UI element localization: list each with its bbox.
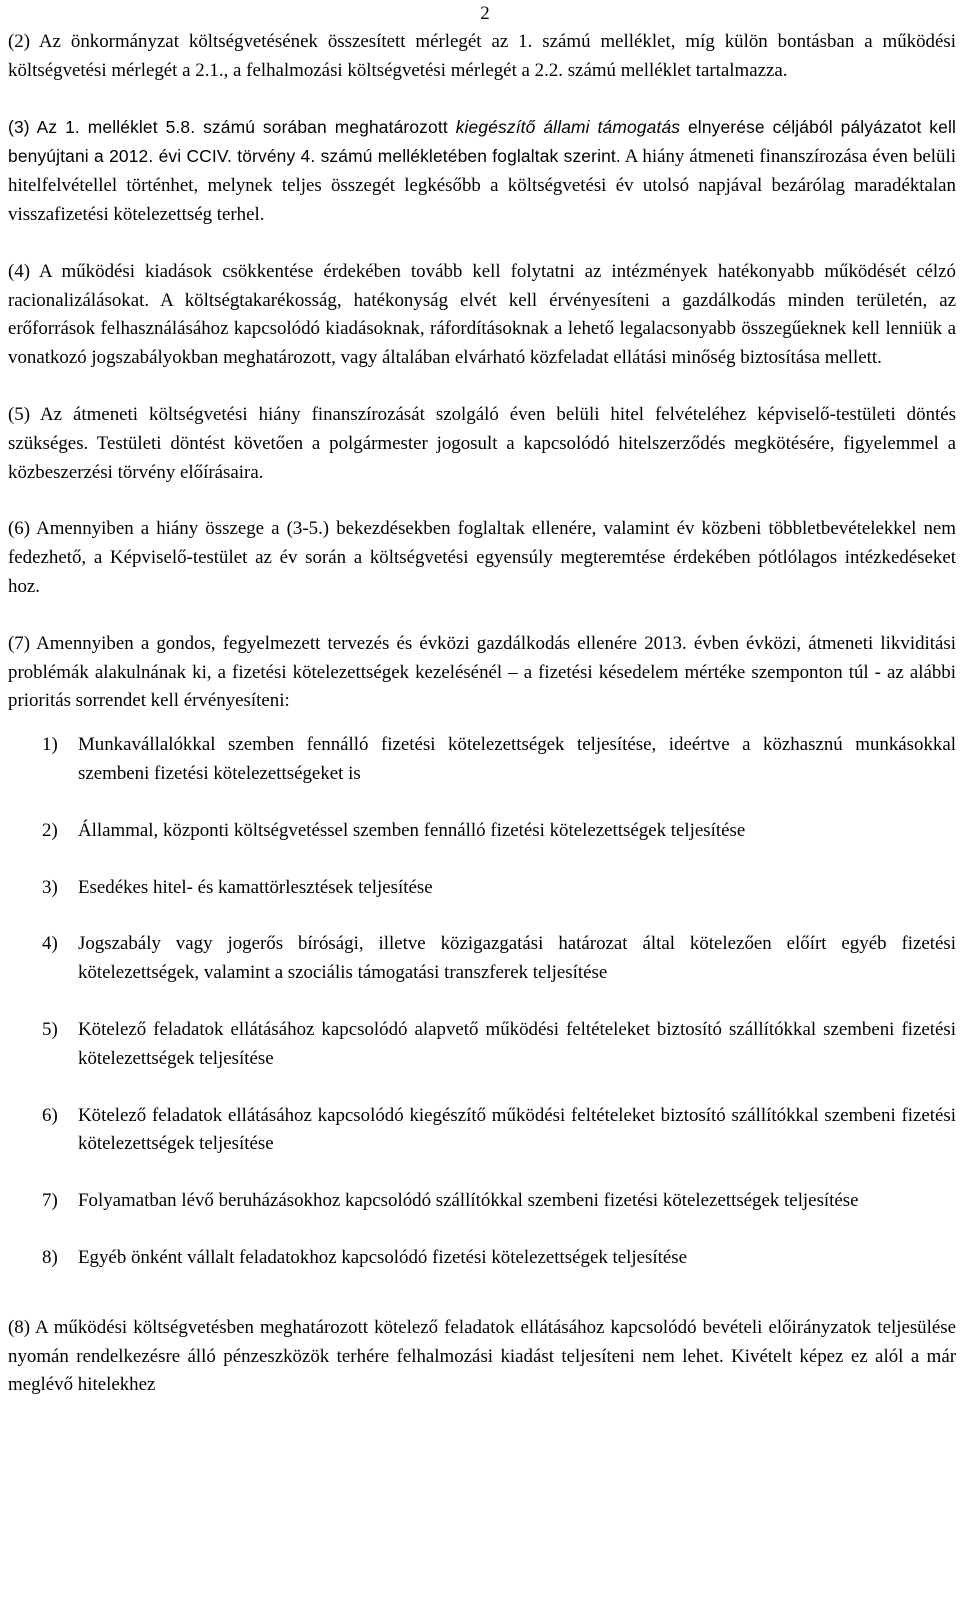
page-number: 2: [480, 3, 490, 24]
list-item: [8, 1016, 956, 1074]
list-item-number: 5): [42, 1018, 58, 1040]
priority-list: [8, 731, 956, 1273]
paragraph-6: (6) Amennyiben a hiány összege a (3-5.) bekezdésekben foglaltak ellenére, valamint év közbeni többletbevételekkel nem fedezhető, a Képviselő-testület az év során a költségvetési egyensúly megteremtése érdekében pótlólagos intézkedéseket hoz.: [8, 518, 956, 597]
list-item-text: Jogszabály vagy jogerős bírósági, illetve közigazgatási határozat által kötelezően előírt egyéb fizetési kötelezettségek, valamint a szociális támogatási transzferek teljesítése: [78, 933, 956, 984]
list-item-number: 8): [42, 1246, 58, 1268]
paragraph-8: (8) A működési költségvetésben meghatározott kötelező feladatok ellátásához kapcsolódó bevételi előirányzatok teljesülése nyomán rendelkezésre álló pénzeszközök terhére felhalmozási kiadást teljesíteni nem lehet. Kivételt képez ez alól a már meglévő hitelekhez: [8, 1316, 956, 1396]
list-item-number: 3): [42, 876, 58, 898]
list-item-text: Egyéb önként vállalt feladatokhoz kapcsolódó fizetési kötelezettségek teljesítése: [78, 1246, 687, 1268]
list-item-number: 6): [42, 1104, 58, 1126]
paragraph-3: [8, 113, 956, 230]
list-item: [8, 1244, 956, 1273]
paragraph-2: (2) Az önkormányzat költségvetésének összesített mérlegét az 1. számú melléklet, míg külön bontásban a működési költségvetési mérlegét a 2.1., a felhalmozási költségvetési mérlegét a 2.2. számú melléklet tartalmazza.: [8, 31, 956, 81]
list-item: [8, 874, 956, 903]
paragraph-4: (4) A működési kiadások csökkentése érdekében tovább kell folytatni az intézmények hatékonyabb működését célzó racionalizálásokat. A költségtakarékosság, hatékonyság elvét kell érvényesíteni a gazdálkodás minden területén, az erőforrások felhasználásához kapcsolódó kiadásoknak, ráfordításoknak a lehető legalacsonyabb összegűeknek kell lenniük a vonatkozó jogszabályokban meghatározott, vagy általában elvárható közfeladat ellátási minőség biztosítása mellett.: [8, 260, 956, 369]
paragraph-3-lead: (3) Az 1. melléklet 5.8. számú sorában meghatározott: [8, 116, 456, 137]
list-item-text: Munkavállalókkal szemben fennálló fizetési kötelezettségek teljesítése, ideértve a közhasznú munkásokkal szembeni fizetési kötelezettségeket is: [78, 734, 956, 784]
list-item-text: Kötelező feladatok ellátásához kapcsolódó alapvető működési feltételeket biztosító szállítókkal szembeni fizetési kötelezettségek teljesítése: [78, 1018, 956, 1069]
list-item: [8, 930, 956, 988]
list-item-text: Állammal, központi költségvetéssel szemben fennálló fizetési kötelezettségek teljesítése: [78, 819, 746, 841]
list-item-text: Esedékes hitel- és kamattörlesztések teljesítése: [78, 876, 433, 898]
list-item: [8, 731, 956, 789]
paragraph-3-after-emphasis: elnyerése céljából pályázatot kell benyújtani a 2012. évi CCIV. törvény 4. számú mellékletében foglaltak szerint.: [8, 116, 956, 167]
list-item-number: 2): [42, 819, 58, 841]
list-item-text: Kötelező feladatok ellátásához kapcsolódó kiegészítő működési feltételeket biztosító szállítókkal szembeni fizetési kötelezettségek teljesítése: [78, 1104, 956, 1155]
list-item: [8, 817, 956, 846]
paragraph-3-rest: A hiány átmeneti finanszírozása éven belüli hitelfelvétellel történhet, melynek teljes összegét legkésőbb a költségvetési év utolsó napjával bezárólag maradéktalan visszafizetési kötelezettség terhel.: [8, 146, 956, 225]
paragraph-5: (5) Az átmeneti költségvetési hiány finanszírozását szolgáló éven belüli hitel felvételéhez képviselő-testületi döntés szükséges. Testületi döntést követően a polgármester jogosult a kapcsolódó hitelszerződés megkötésére, figyelemmel a közbeszerzési törvény előírásaira.: [8, 403, 956, 483]
paragraph-3-emphasis: kiegészítő állami támogatás: [455, 116, 681, 137]
list-item: [8, 1187, 956, 1216]
paragraph-7: (7) Amennyiben a gondos, fegyelmezett tervezés és évközi gazdálkodás ellenére 2013. évben évközi, átmeneti likviditási problémák alakulnának ki, a fizetési kötelezettségek kezelésénél – a fizetési késedelem mértéke szemponton túl - az alábbi prioritás sorrendet kell érvényesíteni:: [8, 632, 956, 712]
list-item-number: 7): [42, 1190, 58, 1212]
list-item-text: Folyamatban lévő beruházásokhoz kapcsolódó szállítókkal szembeni fizetési kötelezettségek teljesítése: [78, 1190, 859, 1212]
list-item-number: 1): [42, 734, 58, 756]
list-item: [8, 1102, 956, 1160]
document-body: [8, 28, 956, 1428]
list-item-number: 4): [42, 933, 58, 955]
